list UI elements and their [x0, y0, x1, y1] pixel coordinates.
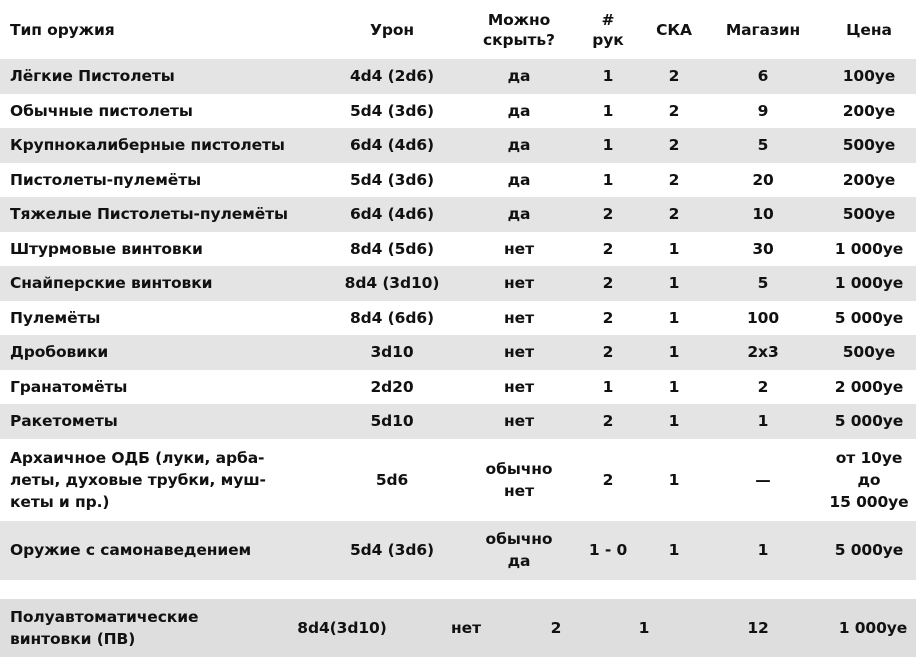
cell-cost-archaic — [822, 439, 916, 521]
semi-auto-type-line1: Полуавтоматические — [10, 608, 199, 626]
cell-rof: 2 — [644, 128, 704, 163]
cell-mag: 2x3 — [704, 335, 822, 370]
cell-damage-archaic: 5d6 — [318, 439, 466, 521]
cell-rof: 2 — [644, 94, 704, 129]
cell-hands: 1 — [572, 370, 644, 405]
cell-hands-archaic: 2 — [572, 439, 644, 521]
cell-hands-semi-auto: 2 — [510, 599, 602, 657]
table-row-semi-auto — [0, 599, 916, 657]
table-row — [0, 163, 916, 198]
cell-type: Дробовики — [0, 335, 318, 370]
cell-damage: 3d10 — [318, 335, 466, 370]
header-hands-line2: рук — [592, 30, 624, 49]
header-rof: СКА — [644, 0, 704, 59]
table-header-row — [0, 0, 916, 59]
archaic-type-line3: кеты и пр.) — [10, 492, 110, 511]
semi-auto-table — [0, 599, 916, 657]
header-conceal-line1: Можно — [487, 10, 551, 29]
table-row — [0, 232, 916, 267]
cell-cost: 200уе — [822, 163, 916, 198]
cell-mag-homing: 1 — [704, 521, 822, 580]
cell-rof: 1 — [644, 301, 704, 336]
cell-hands: 1 — [572, 59, 644, 94]
cell-type: Ракетометы — [0, 404, 318, 439]
cell-conceal: нет — [466, 266, 572, 301]
header-hands — [572, 0, 644, 59]
cell-cost-homing: 5 000уе — [822, 521, 916, 580]
archaic-cost-line3: 15 000уе — [829, 492, 909, 511]
cell-mag: 30 — [704, 232, 822, 267]
header-cost: Цена — [822, 0, 916, 59]
cell-mag: 2 — [704, 370, 822, 405]
cell-damage-semi-auto: 8d4(3d10) — [262, 599, 422, 657]
cell-conceal-homing — [466, 521, 572, 580]
cell-conceal: да — [466, 128, 572, 163]
cell-mag: 9 — [704, 94, 822, 129]
homing-conceal-line1: обычно — [485, 530, 553, 548]
cell-hands: 1 — [572, 163, 644, 198]
archaic-cost-line2: до — [857, 470, 881, 489]
archaic-type-line1: Архаичное ОДБ (луки, арба- — [10, 448, 265, 467]
cell-damage: 4d4 (2d6) — [318, 59, 466, 94]
cell-rof: 1 — [644, 232, 704, 267]
cell-hands: 2 — [572, 301, 644, 336]
table-row — [0, 59, 916, 94]
cell-mag-semi-auto: 12 — [686, 599, 830, 657]
table-row — [0, 370, 916, 405]
cell-hands-homing: 1 - 0 — [572, 521, 644, 580]
cell-conceal: нет — [466, 370, 572, 405]
table-row — [0, 197, 916, 232]
cell-hands: 1 — [572, 94, 644, 129]
cell-cost: 1 000уе — [822, 266, 916, 301]
cell-mag-archaic: — — [704, 439, 822, 521]
cell-damage: 5d4 (3d6) — [318, 94, 466, 129]
cell-type-homing: Оружие с самонаведением — [0, 521, 318, 580]
cell-rof: 2 — [644, 197, 704, 232]
cell-mag: 100 — [704, 301, 822, 336]
cell-damage: 8d4 (3d10) — [318, 266, 466, 301]
cell-conceal-archaic — [466, 439, 572, 521]
cell-mag: 5 — [704, 128, 822, 163]
table-row — [0, 128, 916, 163]
cell-damage: 6d4 (4d6) — [318, 197, 466, 232]
cell-damage: 5d4 (3d6) — [318, 163, 466, 198]
archaic-conceal-line1: обычно — [485, 459, 553, 478]
cell-cost: 500уе — [822, 335, 916, 370]
cell-conceal: да — [466, 197, 572, 232]
cell-type: Гранатомёты — [0, 370, 318, 405]
cell-cost: 2 000уе — [822, 370, 916, 405]
cell-conceal: да — [466, 163, 572, 198]
cell-cost: 500уе — [822, 197, 916, 232]
cell-damage: 5d10 — [318, 404, 466, 439]
archaic-conceal-line2: нет — [504, 481, 534, 500]
cell-damage: 2d20 — [318, 370, 466, 405]
cell-damage: 8d4 (5d6) — [318, 232, 466, 267]
cell-rof-semi-auto: 1 — [602, 599, 686, 657]
cell-cost: 1 000уе — [822, 232, 916, 267]
cell-rof: 1 — [644, 266, 704, 301]
cell-conceal: нет — [466, 335, 572, 370]
cell-conceal-semi-auto: нет — [422, 599, 510, 657]
cell-type: Тяжелые Пистолеты-пулемёты — [0, 197, 318, 232]
cell-damage-homing: 5d4 (3d6) — [318, 521, 466, 580]
cell-mag: 5 — [704, 266, 822, 301]
table-row — [0, 266, 916, 301]
table-row-homing — [0, 521, 916, 580]
cell-type: Штурмовые винтовки — [0, 232, 318, 267]
cell-type: Лёгкие Пистолеты — [0, 59, 318, 94]
cell-rof: 1 — [644, 370, 704, 405]
cell-cost: 200уе — [822, 94, 916, 129]
cell-cost: 5 000уе — [822, 404, 916, 439]
header-conceal-line2: скрыть? — [483, 30, 555, 49]
semi-auto-type-line2: винтовки (ПВ) — [10, 630, 136, 648]
cell-hands: 2 — [572, 266, 644, 301]
cell-cost: 5 000уе — [822, 301, 916, 336]
cell-type: Пулемёты — [0, 301, 318, 336]
cell-hands: 2 — [572, 335, 644, 370]
cell-cost: 500уе — [822, 128, 916, 163]
table-row — [0, 301, 916, 336]
cell-mag: 6 — [704, 59, 822, 94]
homing-conceal-line2: да — [507, 552, 531, 570]
cell-hands: 2 — [572, 197, 644, 232]
cell-damage: 6d4 (4d6) — [318, 128, 466, 163]
cell-conceal: да — [466, 94, 572, 129]
cell-type-semi-auto — [0, 599, 262, 657]
cell-type: Снайперские винтовки — [0, 266, 318, 301]
cell-conceal: да — [466, 59, 572, 94]
header-mag: Магазин — [704, 0, 822, 59]
cell-rof: 2 — [644, 163, 704, 198]
cell-type-archaic — [0, 439, 318, 521]
header-damage: Урон — [318, 0, 466, 59]
cell-type: Обычные пистолеты — [0, 94, 318, 129]
archaic-type-line2: леты, духовые трубки, муш- — [10, 470, 266, 489]
cell-rof: 1 — [644, 404, 704, 439]
cell-cost: 100уе — [822, 59, 916, 94]
cell-mag: 10 — [704, 197, 822, 232]
cell-type: Пистолеты-пулемёты — [0, 163, 318, 198]
cell-damage: 8d4 (6d6) — [318, 301, 466, 336]
header-type: Тип оружия — [0, 0, 318, 59]
table-row — [0, 404, 916, 439]
cell-rof-homing: 1 — [644, 521, 704, 580]
table-row — [0, 335, 916, 370]
cell-hands: 2 — [572, 232, 644, 267]
cell-hands: 1 — [572, 128, 644, 163]
cell-rof: 1 — [644, 335, 704, 370]
cell-mag: 1 — [704, 404, 822, 439]
cell-hands: 2 — [572, 404, 644, 439]
header-hands-line1: # — [601, 10, 615, 29]
archaic-cost-line1: от 10уе — [835, 448, 903, 467]
cell-conceal: нет — [466, 232, 572, 267]
header-conceal — [466, 0, 572, 59]
cell-conceal: нет — [466, 301, 572, 336]
cell-conceal: нет — [466, 404, 572, 439]
cell-cost-semi-auto: 1 000уе — [830, 599, 916, 657]
cell-rof: 2 — [644, 59, 704, 94]
cell-rof-archaic: 1 — [644, 439, 704, 521]
cell-type: Крупнокалиберные пистолеты — [0, 128, 318, 163]
table-row-archaic — [0, 439, 916, 521]
table-row — [0, 94, 916, 129]
cell-mag: 20 — [704, 163, 822, 198]
